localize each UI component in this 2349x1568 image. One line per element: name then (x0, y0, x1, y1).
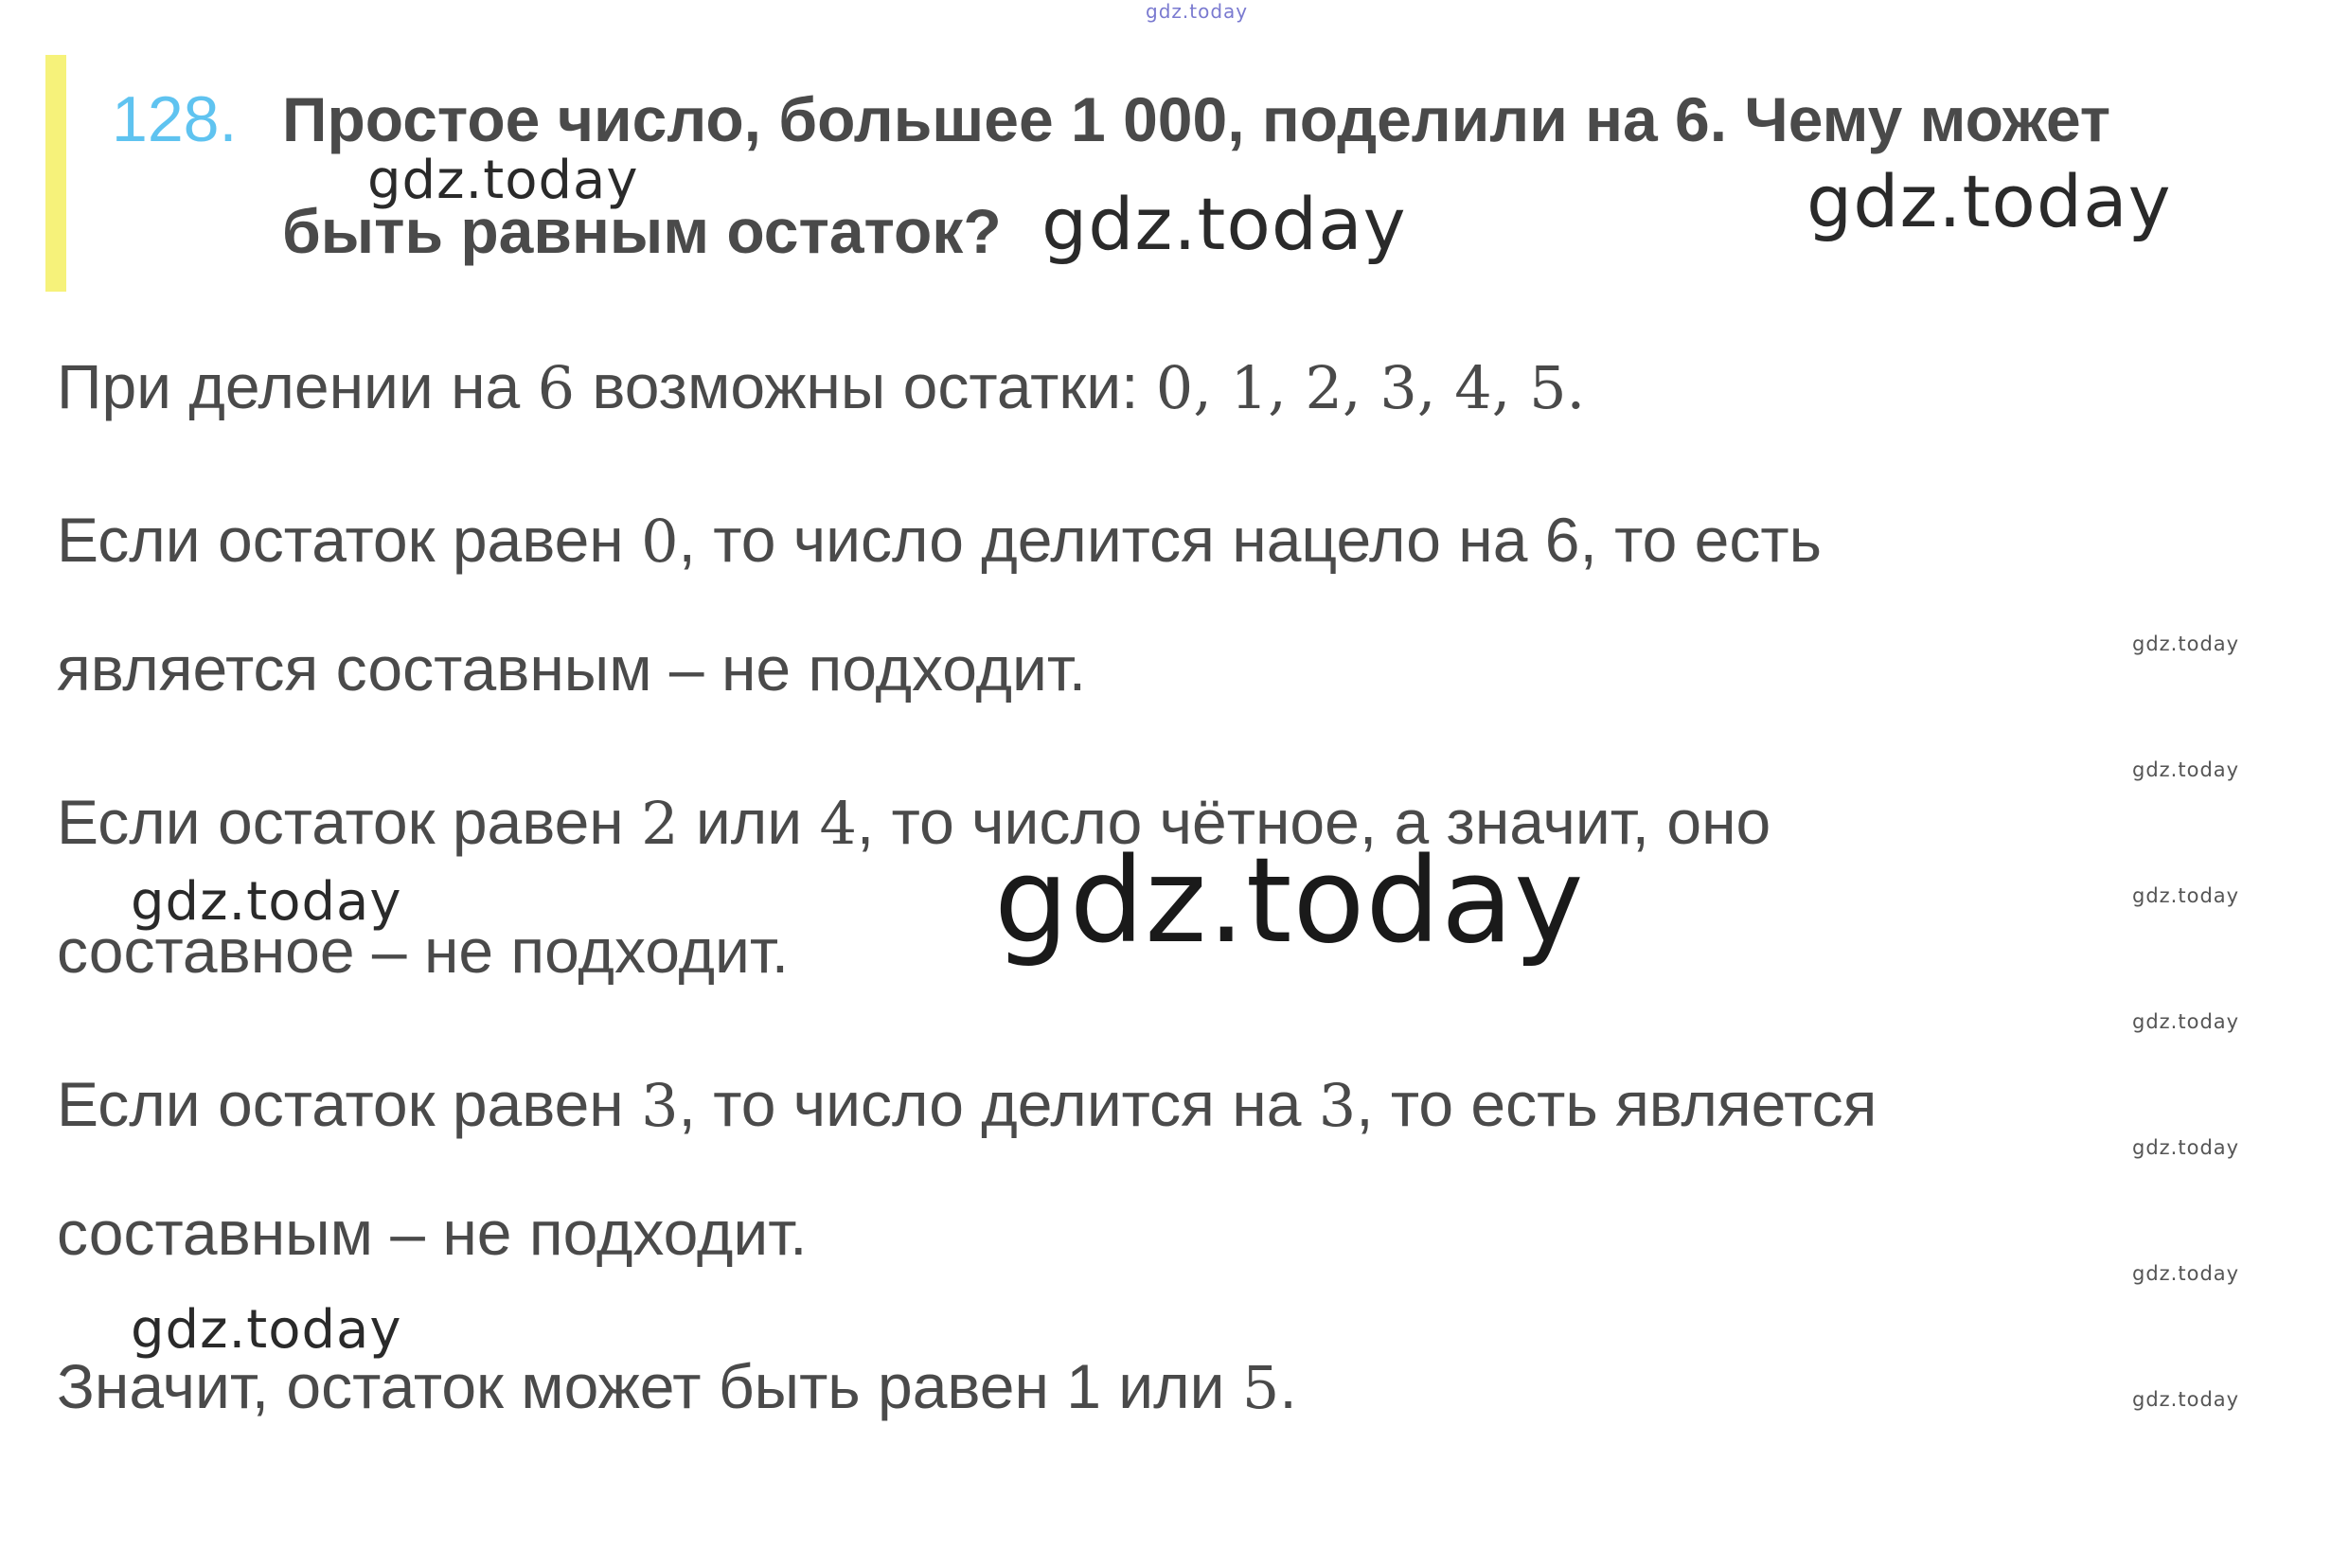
watermark-small: gdz.today (2132, 1136, 2240, 1159)
watermark-large: gdz.today (994, 833, 1585, 970)
solution-line-7: составным – не подходит. (57, 1198, 808, 1268)
solution-line-1 (57, 348, 1585, 426)
text: . (1279, 1351, 1297, 1421)
text: Значит, остаток может быть равен 1 или (57, 1351, 1242, 1421)
watermark-small: gdz.today (2132, 1262, 2240, 1285)
watermark-small: gdz.today (2132, 633, 2240, 655)
text: возможны остатки: (575, 351, 1156, 421)
math: 0, 1, 2, 3, 4, 5. (1155, 353, 1586, 422)
text: , то число чётное, а значит, оно (856, 787, 1771, 857)
watermark: gdz.today (131, 871, 402, 933)
solution-line-6 (57, 1066, 1877, 1144)
watermark: gdz.today (1041, 182, 1407, 266)
watermark: gdz.today (1806, 159, 2172, 243)
solution-line-2 (57, 502, 1822, 579)
text: Если остаток равен (57, 1069, 642, 1139)
solution-line-5: составное – не подходит. (57, 916, 790, 986)
problem-text-line-1: Простое число, большее 1 000, поделили на 6. Чему может (282, 84, 2111, 154)
solution-line-3: является составным – не подходит. (57, 633, 1087, 704)
text: , то число делится нацело на 6, то есть (678, 505, 1822, 575)
math: 4 (819, 789, 857, 858)
watermark-small: gdz.today (2132, 758, 2240, 781)
accent-bar (45, 55, 66, 292)
watermark-top: gdz.today (1146, 0, 1249, 23)
text: При делении на (57, 351, 538, 421)
math: 3 (641, 1071, 679, 1140)
text: , то число делится на (678, 1069, 1319, 1139)
text: , то есть является (1356, 1069, 1877, 1139)
watermark: gdz.today (367, 150, 639, 211)
watermark-small: gdz.today (2132, 1010, 2240, 1033)
problem-number: 128. (112, 83, 238, 155)
watermark-small: gdz.today (2132, 884, 2240, 907)
problem-text-line-2: быть равным остаток? (282, 196, 1002, 266)
watermark: gdz.today (131, 1299, 402, 1361)
math: 2 (641, 789, 679, 858)
text: Если остаток равен (57, 505, 642, 575)
math: 6 (537, 353, 576, 422)
math: 3 (1318, 1071, 1357, 1140)
math: 0 (641, 507, 679, 576)
watermark-small: gdz.today (2132, 1388, 2240, 1411)
math: 5 (1241, 1353, 1280, 1422)
text: Если остаток равен (57, 787, 642, 857)
text: или (678, 787, 820, 857)
